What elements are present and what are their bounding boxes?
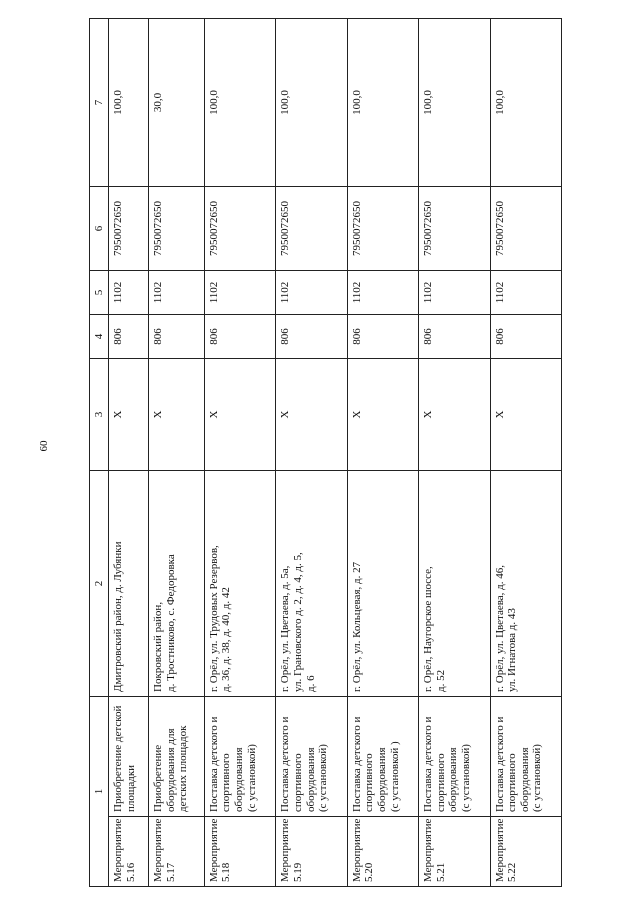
measure-number: Мероприятие 5.18	[204, 817, 275, 887]
measure-amount: 30,0	[149, 19, 205, 187]
measure-col6: 7950072650	[276, 187, 347, 271]
measure-number: Мероприятие 5.21	[419, 817, 490, 887]
measure-col4: 806	[347, 315, 418, 359]
column-header: 2	[90, 471, 109, 697]
table-row	[204, 19, 275, 887]
column-header: 6	[90, 187, 109, 271]
measure-col6: 7950072650	[490, 187, 561, 271]
measure-col3: Х	[347, 359, 418, 471]
measure-col3: Х	[276, 359, 347, 471]
measure-address: Покровский район, д. Тростниково, с. Федоровка	[149, 471, 205, 697]
measure-number: Мероприятие 5.17	[149, 817, 205, 887]
column-header: 7	[90, 19, 109, 187]
measure-col6: 7950072650	[109, 187, 149, 271]
measure-amount: 100,0	[347, 19, 418, 187]
measure-amount: 100,0	[419, 19, 490, 187]
table-container	[89, 19, 562, 887]
measure-name: Поставка детского и спортивного оборудования (с установкой)	[204, 697, 275, 817]
measure-amount: 100,0	[490, 19, 561, 187]
measure-number: Мероприятие 5.16	[109, 817, 149, 887]
table-row	[109, 19, 149, 887]
measure-col6: 7950072650	[149, 187, 205, 271]
measure-amount: 100,0	[276, 19, 347, 187]
measure-address: г. Орёл, Наугорское шоссе, д. 52	[419, 471, 490, 697]
column-header: 4	[90, 315, 109, 359]
column-header: 3	[90, 359, 109, 471]
measure-col5: 1102	[419, 271, 490, 315]
measure-address: г. Орёл, ул. Кольцевая, д. 27	[347, 471, 418, 697]
measure-col4: 806	[490, 315, 561, 359]
measure-number: Мероприятие 5.19	[276, 817, 347, 887]
measure-col5: 1102	[490, 271, 561, 315]
measure-address: г. Орёл, ул. Цветаева, д. 5а, ул. Грановского д. 2, д. 4, д. 5, д. 6	[276, 471, 347, 697]
measure-name: Поставка детского и спортивного оборудования (с установкой )	[347, 697, 418, 817]
measure-col5: 1102	[204, 271, 275, 315]
measure-address: г. Орёл, ул. Трудовых Резервов, д. 36, д. 38, д. 40, д. 42	[204, 471, 275, 697]
column-header: 5	[90, 271, 109, 315]
measure-col5: 1102	[347, 271, 418, 315]
measure-number: Мероприятие 5.20	[347, 817, 418, 887]
measure-col3: Х	[149, 359, 205, 471]
measure-name: Приобретение оборудования для детских площадок	[149, 697, 205, 817]
measure-name: Приобретение детской площадки	[109, 697, 149, 817]
measure-number: Мероприятие 5.22	[490, 817, 561, 887]
table-row	[347, 19, 418, 887]
column-header: 1	[90, 697, 109, 887]
measure-col3: Х	[204, 359, 275, 471]
table-row	[149, 19, 205, 887]
measure-col3: Х	[419, 359, 490, 471]
measure-amount: 100,0	[204, 19, 275, 187]
measure-col4: 806	[149, 315, 205, 359]
measure-name: Поставка детского и спортивного оборудования (с установкой)	[276, 697, 347, 817]
measure-amount: 100,0	[109, 19, 149, 187]
measure-col5: 1102	[109, 271, 149, 315]
measure-name: Поставка детского и спортивного оборудования (с установкой)	[419, 697, 490, 817]
page-number: 60	[38, 440, 50, 452]
measure-address: г. Орёл, ул. Цветаева, д. 46, ул. Игнатова д. 43	[490, 471, 561, 697]
measures-table	[89, 18, 562, 887]
measure-col6: 7950072650	[347, 187, 418, 271]
header-row	[90, 19, 109, 887]
table-row	[490, 19, 561, 887]
measure-name: Поставка детского и спортивного оборудования (с установкой)	[490, 697, 561, 817]
measure-col4: 806	[204, 315, 275, 359]
measure-col4: 806	[419, 315, 490, 359]
measure-col6: 7950072650	[204, 187, 275, 271]
measure-address: Дмитровский район, д. Лубянки	[109, 471, 149, 697]
measure-col6: 7950072650	[419, 187, 490, 271]
measure-col5: 1102	[149, 271, 205, 315]
measure-col4: 806	[276, 315, 347, 359]
measure-col4: 806	[109, 315, 149, 359]
table-row	[419, 19, 490, 887]
measure-col3: Х	[490, 359, 561, 471]
measure-col5: 1102	[276, 271, 347, 315]
measure-col3: Х	[109, 359, 149, 471]
table-row	[276, 19, 347, 887]
